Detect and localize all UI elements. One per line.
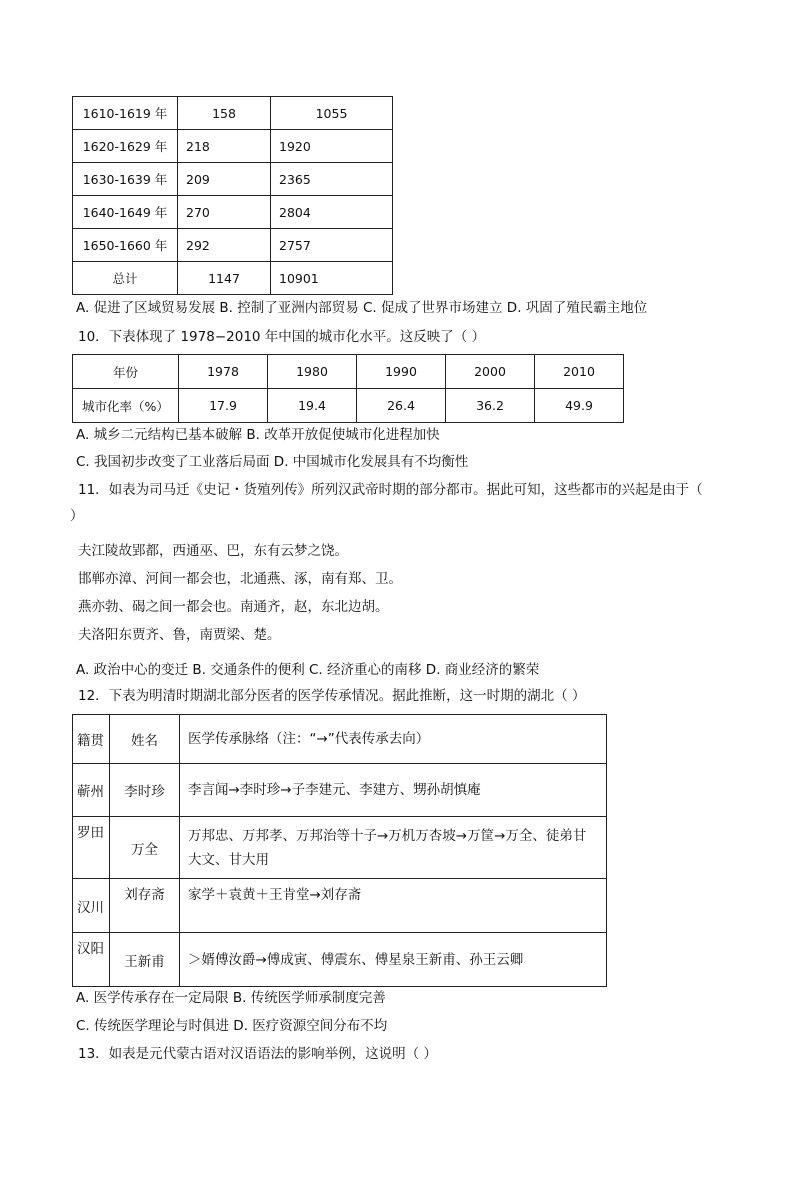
table-row bbox=[73, 389, 624, 423]
table-cell: 1620-1629 年 bbox=[73, 130, 178, 163]
urbanization-table bbox=[72, 354, 624, 423]
table-cell: 1610-1619 年 bbox=[73, 97, 178, 130]
table-cell: 汉阳 bbox=[73, 933, 110, 987]
trade-table bbox=[72, 96, 393, 295]
table-row bbox=[73, 97, 393, 130]
table-row bbox=[73, 355, 624, 389]
table-cell: 汉川 bbox=[73, 879, 110, 933]
table-header-cell: 2010 bbox=[535, 355, 624, 389]
table-cell: 城市化率（%） bbox=[73, 389, 179, 423]
table-cell: 总计 bbox=[73, 262, 178, 295]
q12-options-2: C. 传统医学理论与时俱进 D. 医疗资源空间分布不均 bbox=[76, 1018, 388, 1034]
table-cell: 1640-1649 年 bbox=[73, 196, 178, 229]
table-row bbox=[73, 163, 393, 196]
table-cell: 1650-1660 年 bbox=[73, 229, 178, 262]
table-row bbox=[73, 817, 607, 879]
table-cell: 1630-1639 年 bbox=[73, 163, 178, 196]
table-cell: 36.2 bbox=[446, 389, 535, 423]
table-cell: 2365 bbox=[271, 163, 393, 196]
table-row bbox=[73, 879, 607, 933]
table-row bbox=[73, 715, 607, 764]
table-cell: 万邦忠、万邦孝、万邦治等十子→万机万杏坡→万筐→万全、徒弟甘大文、甘大用 bbox=[180, 817, 607, 879]
table-cell: 蕲州 bbox=[73, 764, 110, 817]
table-cell: 李时珍 bbox=[110, 764, 180, 817]
q11-quote: 邯郸亦漳、河间一都会也，北通燕、涿，南有郑、卫。 bbox=[78, 571, 402, 587]
table-cell: 万全 bbox=[110, 817, 180, 879]
q11-options: A. 政治中心的变迁 B. 交通条件的便利 C. 经济重心的南移 D. 商业经济的繁荣 bbox=[76, 662, 540, 678]
table-cell: 李言闻→李时珍→子李建元、李建方、甥孙胡慎庵 bbox=[180, 764, 607, 817]
table-cell: 王新甫 bbox=[110, 933, 180, 987]
table-header-cell: 籍贯 bbox=[73, 715, 110, 764]
medical-lineage-table bbox=[72, 714, 607, 987]
table-row bbox=[73, 196, 393, 229]
table-cell: 19.4 bbox=[268, 389, 357, 423]
table-cell: 1147 bbox=[178, 262, 271, 295]
table-cell: 1055 bbox=[271, 97, 393, 130]
table-cell: 2757 bbox=[271, 229, 393, 262]
table-cell: 209 bbox=[178, 163, 271, 196]
table-cell: 49.9 bbox=[535, 389, 624, 423]
table-row bbox=[73, 130, 393, 163]
table-cell: 158 bbox=[178, 97, 271, 130]
q11-stem: 11．如表为司马迁《史记・货殖列传》所列汉武帝时期的部分都市。据此可知，这些都市的兴起是由于（ bbox=[78, 482, 703, 498]
table-cell: 292 bbox=[178, 229, 271, 262]
table-row bbox=[73, 764, 607, 817]
table-header-cell: 1990 bbox=[357, 355, 446, 389]
q11-quote: 夫洛阳东贾齐、鲁，南贾梁、楚。 bbox=[78, 627, 281, 643]
q10-stem: 10．下表体现了 1978−2010 年中国的城市化水平。这反映了（ ） bbox=[78, 329, 486, 345]
table-cell: 17.9 bbox=[179, 389, 268, 423]
table-header-cell: 年份 bbox=[73, 355, 179, 389]
table-row bbox=[73, 229, 393, 262]
table-cell: 10901 bbox=[271, 262, 393, 295]
table-header-cell: 2000 bbox=[446, 355, 535, 389]
table-row bbox=[73, 262, 393, 295]
q10-options-2: C. 我国初步改变了工业落后局面 D. 中国城市化发展具有不均衡性 bbox=[76, 454, 469, 470]
q13-stem: 13．如表是元代蒙古语对汉语语法的影响举例，这说明（ ） bbox=[78, 1046, 437, 1062]
table-cell: 1920 bbox=[271, 130, 393, 163]
table-header-cell: 1980 bbox=[268, 355, 357, 389]
q9-options: A. 促进了区域贸易发展 B. 控制了亚洲内部贸易 C. 促成了世界市场建立 D. 巩固了殖民霸主地位 bbox=[76, 300, 648, 316]
q12-stem: 12．下表为明清时期湖北部分医者的医学传承情况。据此推断，这一时期的湖北（ ） bbox=[78, 688, 586, 704]
table-header-cell: 1978 bbox=[179, 355, 268, 389]
q12-options-1: A. 医学传承存在一定局限 B. 传统医学师承制度完善 bbox=[76, 990, 386, 1006]
q11-quote: 燕亦勃、碣之间一都会也。南通齐，赵，东北边胡。 bbox=[78, 599, 389, 615]
table-cell: 刘存斋 bbox=[110, 879, 180, 933]
table-cell: 26.4 bbox=[357, 389, 446, 423]
table-cell: 270 bbox=[178, 196, 271, 229]
table-cell: 218 bbox=[178, 130, 271, 163]
table-row bbox=[73, 933, 607, 987]
table-cell: 罗田 bbox=[73, 817, 110, 879]
table-cell: ＞婿傅汝爵→傅成寅、傅震东、傅星泉王新甫、孙王云卿 bbox=[180, 933, 607, 987]
table-header-cell: 医学传承脉络（注：“→”代表传承去向） bbox=[180, 715, 607, 764]
table-cell: 2804 bbox=[271, 196, 393, 229]
table-header-cell: 姓名 bbox=[110, 715, 180, 764]
q11-stem-end: ） bbox=[70, 508, 84, 524]
q10-options-1: A. 城乡二元结构已基本破解 B. 改革开放促使城市化进程加快 bbox=[76, 427, 440, 443]
table-cell: 家学＋袁黄＋王肯堂→刘存斋 bbox=[180, 879, 607, 933]
q11-quote: 夫江陵故郢都，西通巫、巴，东有云梦之饶。 bbox=[78, 543, 348, 559]
